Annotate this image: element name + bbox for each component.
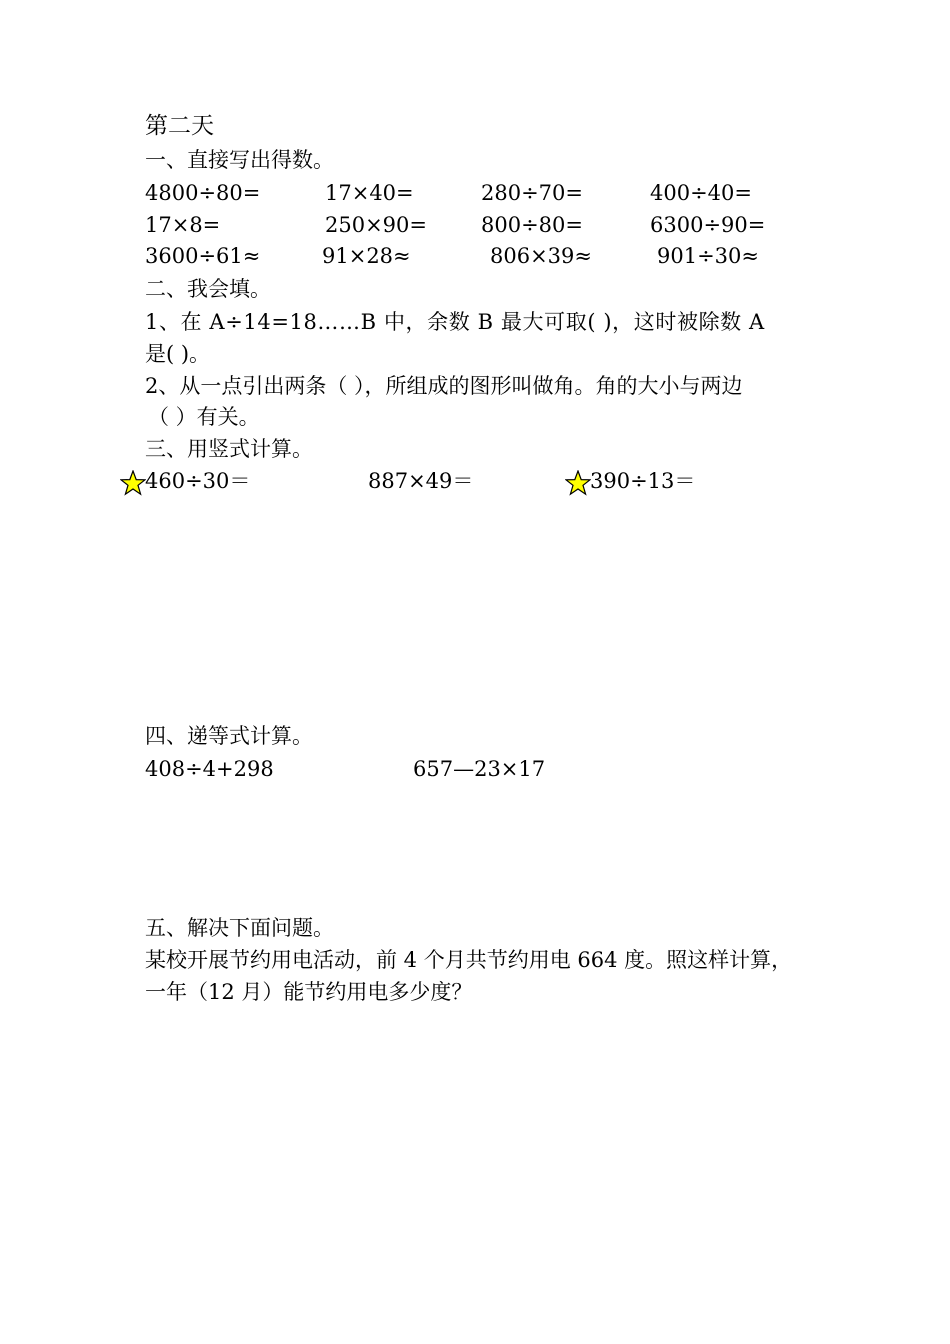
fill-question-2-continued: （ ）有关。 <box>148 405 260 429</box>
problem-cell: 250×90= <box>325 213 427 237</box>
problem-cell: 17×8= <box>145 213 221 237</box>
problem-cell: 800÷80= <box>481 213 583 237</box>
fill-question-1-continued: 是( )。 <box>145 342 211 366</box>
problem-cell: 3600÷61≈ <box>145 244 261 268</box>
vertical-calc-problem: 460÷30＝ <box>145 469 251 493</box>
problem-cell: 6300÷90= <box>650 213 766 237</box>
problem-cell: 400÷40= <box>650 181 752 205</box>
vertical-calc-problem: 887×49＝ <box>368 469 474 493</box>
section1-heading: 一、直接写出得数。 <box>145 148 334 172</box>
word-problem-line-1: 某校开展节约用电活动，前 4 个月共节约用电 664 度。照这样计算， <box>145 948 793 972</box>
star-icon <box>120 470 146 496</box>
fill-question-1: 1、在 A÷14=18……B 中，余数 B 最大可取( )，这时被除数 A <box>145 310 765 334</box>
vertical-calc-problem: 390÷13＝ <box>590 469 696 493</box>
problem-cell: 91×28≈ <box>322 244 411 268</box>
step-calc-problem: 657—23×17 <box>413 757 546 781</box>
section5-heading: 五、解决下面问题。 <box>145 916 334 940</box>
problem-cell: 901÷30≈ <box>657 244 759 268</box>
problem-cell: 806×39≈ <box>490 244 592 268</box>
problem-cell: 17×40= <box>325 181 414 205</box>
step-calc-problem: 408÷4+298 <box>145 757 274 781</box>
word-problem-line-2: 一年（12 月）能节约用电多少度？ <box>145 980 473 1004</box>
fill-question-2: 2、从一点引出两条（ ），所组成的图形叫做角。角的大小与两边 <box>145 374 743 398</box>
section3-heading: 三、用竖式计算。 <box>145 437 313 461</box>
problem-cell: 280÷70= <box>481 181 583 205</box>
section2-heading: 二、我会填。 <box>145 277 271 301</box>
problem-cell: 4800÷80= <box>145 181 261 205</box>
page-title: 第二天 <box>145 113 214 139</box>
star-icon <box>565 470 591 496</box>
section4-heading: 四、递等式计算。 <box>145 724 313 748</box>
